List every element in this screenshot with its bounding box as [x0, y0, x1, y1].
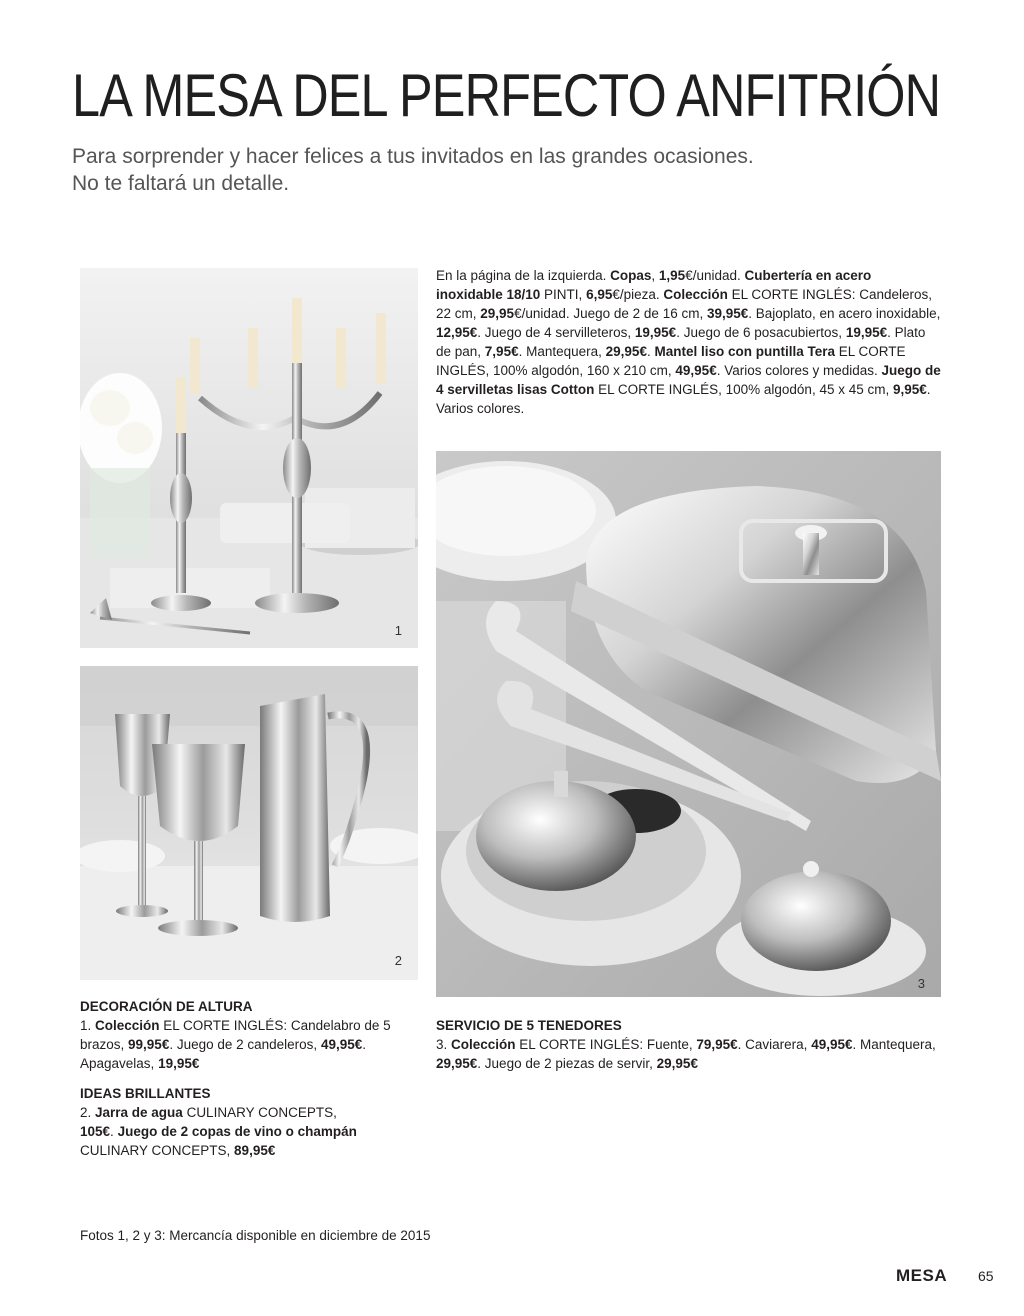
subtitle-line-1: Para sorprender y hacer felices a tus invitados en las grandes ocasiones.	[72, 145, 754, 168]
text-segment: CULINARY CONCEPTS,	[182, 1105, 337, 1120]
text-segment: 79,95€	[696, 1037, 738, 1052]
section-body-ideas	[80, 1103, 370, 1160]
photo-number-2: 2	[394, 953, 402, 968]
text-segment: 39,95€	[706, 306, 749, 321]
text-segment: 89,95€	[234, 1143, 276, 1158]
text-segment: 29,95€	[605, 344, 647, 359]
text-segment: . Juego de 6 posacubiertos,	[676, 325, 846, 340]
text-segment: EL CORTE INGLÉS, 100% algodón, 160 x 210 cm,	[436, 344, 906, 378]
text-segment: Colección	[663, 287, 728, 302]
text-segment: 105€	[80, 1124, 111, 1139]
text-segment: 12,95€	[436, 325, 478, 340]
text-segment: . Juego de 2 piezas de servir,	[477, 1056, 657, 1071]
text-segment: . Caviarera,	[737, 1037, 812, 1052]
text-segment: 9,95€	[892, 382, 927, 397]
section-heading-servicio: SERVICIO DE 5 TENEDORES	[436, 1018, 622, 1033]
text-segment: EL CORTE INGLÉS: Candeleros, 22 cm,	[436, 287, 932, 321]
photo-candelabra	[80, 268, 418, 648]
section-body-servicio	[436, 1035, 941, 1073]
text-segment: Mantel liso con puntilla Tera	[654, 344, 835, 359]
text-segment: 29,95€	[436, 1056, 478, 1071]
page-title: LA MESA DEL PERFECTO ANFITRIÓN	[72, 62, 941, 129]
text-segment: Juego de 2 copas de vino o champán	[117, 1124, 357, 1139]
text-segment: Copas	[610, 268, 652, 283]
folio-section: MESA	[896, 1266, 948, 1285]
photo-jug-goblets	[80, 666, 418, 980]
text-segment: EL CORTE INGLÉS: Candelabro de 5 brazos,	[80, 1018, 391, 1052]
text-segment: 19,95€	[845, 325, 888, 340]
text-segment: . Mantequera,	[518, 344, 606, 359]
text-segment: €/unidad.	[685, 268, 745, 283]
text-segment: .	[646, 344, 655, 359]
jug-goblets-illustration	[80, 666, 418, 980]
text-segment: . Varios colores.	[436, 382, 931, 416]
text-segment: 19,95€	[634, 325, 677, 340]
text-segment: PINTI,	[540, 287, 587, 302]
text-segment: . Bajoplato, en acero inoxidable,	[748, 306, 941, 321]
text-segment: 2.	[80, 1105, 96, 1120]
photo-serving-set	[436, 451, 941, 997]
serving-set-illustration	[436, 451, 941, 997]
text-segment: .	[110, 1124, 118, 1139]
text-segment: 29,95	[480, 306, 515, 321]
text-segment: En la página de la izquierda.	[436, 268, 611, 283]
photo-availability-note: Fotos 1, 2 y 3: Mercancía disponible en diciembre de 2015	[80, 1228, 431, 1243]
text-segment: . Juego de 2 candeleros,	[169, 1037, 321, 1052]
section-ideas	[80, 1084, 370, 1160]
text-segment: 7,95€	[484, 344, 519, 359]
section-heading-ideas: IDEAS BRILLANTES	[80, 1086, 211, 1101]
text-segment: 3.	[436, 1037, 452, 1052]
photo-number-1: 1	[394, 623, 402, 638]
subtitle-line-2: No te faltará un detalle.	[72, 172, 290, 195]
text-segment: Colección	[451, 1037, 516, 1052]
section-heading-decoracion: DECORACIÓN DE ALTURA	[80, 999, 253, 1014]
section-body-decoracion	[80, 1016, 400, 1073]
text-segment: Juego de 4 servilletas lisas Cotton	[436, 363, 941, 397]
page-subtitle	[72, 143, 872, 197]
text-segment: ,	[651, 268, 659, 283]
page-number: 65	[978, 1268, 994, 1284]
text-segment: 49,95€	[675, 363, 717, 378]
text-segment: 1.	[80, 1018, 96, 1033]
text-segment: 19,95€	[158, 1056, 200, 1071]
text-segment: Jarra de agua	[95, 1105, 183, 1120]
text-segment: 49,95€	[320, 1037, 363, 1052]
text-segment: EL CORTE INGLÉS: Fuente,	[515, 1037, 697, 1052]
text-segment: CULINARY CONCEPTS,	[80, 1143, 235, 1158]
intro-description	[436, 266, 941, 418]
text-segment: Cubertería en acero inoxidable 18/10	[436, 268, 872, 302]
text-segment: €/pieza.	[612, 287, 664, 302]
text-segment: 49,95€	[811, 1037, 853, 1052]
section-servicio	[436, 1016, 941, 1073]
text-segment: 99,95€	[128, 1037, 170, 1052]
section-decoracion	[80, 997, 400, 1073]
text-segment: . Plato de pan,	[436, 325, 926, 359]
text-segment: . Apagavelas,	[80, 1037, 366, 1071]
candelabra-illustration	[80, 268, 418, 648]
text-segment: 1,95	[658, 268, 686, 283]
text-segment: EL CORTE INGLÉS, 100% algodón, 45 x 45 cm,	[594, 382, 893, 397]
text-segment: 6,95	[586, 287, 613, 302]
text-segment: . Juego de 4 servilleteros,	[477, 325, 635, 340]
text-segment: 29,95€	[656, 1056, 698, 1071]
text-segment: Colección	[95, 1018, 160, 1033]
text-segment: €/unidad. Juego de 2 de 16 cm,	[514, 306, 707, 321]
text-segment: . Varios colores y medidas.	[716, 363, 882, 378]
text-segment: . Mantequera,	[852, 1037, 936, 1052]
photo-number-3: 3	[917, 976, 925, 991]
